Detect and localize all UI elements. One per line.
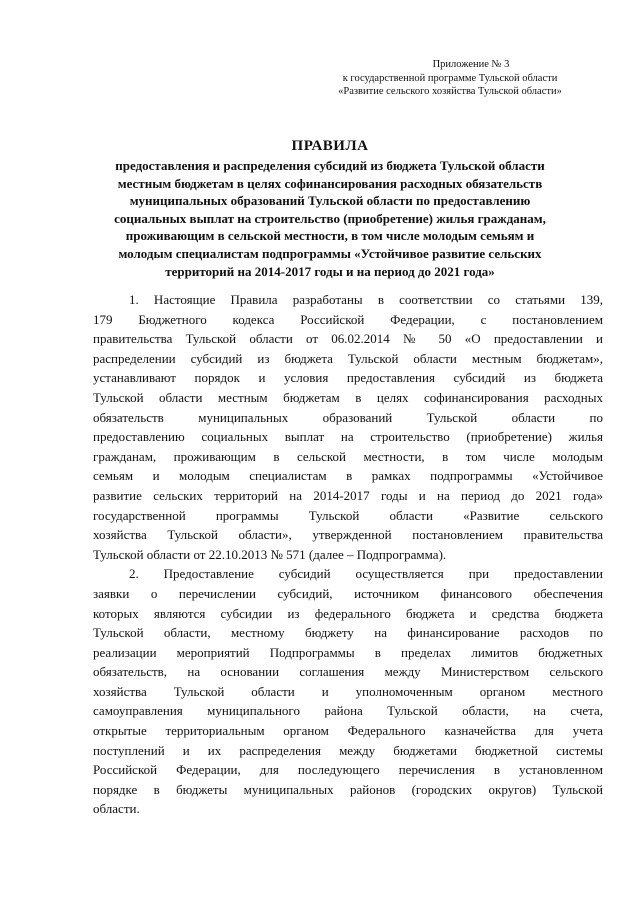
text-line: области. (93, 801, 140, 817)
text-line: 179 Бюджетного кодекса Российской Федерации, с постановлением (93, 311, 603, 327)
text-line: хозяйства Тульской области и уполномоченным органом местного (93, 683, 603, 699)
title-line: социальных выплат на строительство (приобретение) жилья гражданам, (114, 210, 546, 226)
text-line: 1. Настоящие Правила разработаны в соответствии со статьями 139, (129, 292, 603, 307)
text-line: гражданам, проживающим в сельской местности, в том числе молодым (93, 448, 603, 464)
paragraph-1 (93, 290, 603, 564)
text-line: порядке в бюджеты муниципальных районов (городских округов) Тульской (93, 781, 603, 797)
title-line: проживающим в сельской местности, в том числе молодым семьям и (125, 228, 535, 244)
title-line: территорий на 2014-2017 годы и на период до 2021 года» (165, 263, 495, 279)
text-line: государственной программы Тульской области «Развитие сельского (93, 507, 603, 523)
document-title (70, 137, 590, 280)
appendix-header (300, 58, 600, 99)
text-line: предоставлению социальных выплат на строительство (приобретение) жилья (93, 429, 603, 445)
appendix-program-name: «Развитие сельского хозяйства Тульской области» (338, 86, 562, 97)
paragraph-2 (93, 564, 603, 819)
text-line: Российской Федерации, для последующего перечисления в установленном (93, 762, 603, 778)
text-line: обязательств, на основании соглашения между Министерством сельского (93, 664, 603, 680)
title-line: муниципальных образований Тульской области по предоставлению (129, 193, 531, 209)
appendix-number: Приложение № 3 (432, 59, 510, 70)
text-line: обязательств муниципальных образований Тульской области по (93, 409, 603, 425)
text-line: открытые территориальным органом Федерального казначейства для учета (93, 723, 603, 739)
title-line: местным бюджетам в целях софинансирования расходных обязательств (117, 175, 543, 191)
text-line: развитие сельских территорий на 2014-2017 годы и на период до 2021 года» (93, 487, 603, 503)
document-body (93, 290, 603, 819)
text-line: которых являются субсидии из федерального бюджета и средства бюджета (93, 605, 603, 621)
text-line: заявки о перечислении субсидий, источником финансового обеспечения (93, 585, 603, 601)
text-line: хозяйства Тульской области», утвержденной постановлением правительства (93, 527, 603, 543)
text-line: 2. Предоставление субсидий осуществляется при предоставлении (129, 566, 603, 582)
text-line: устанавливают порядок и условия предоставления субсидий из бюджета (93, 370, 603, 386)
text-line: Тульской области местным бюджетам в целях софинансирования расходных (93, 389, 603, 405)
title-line: предоставления и распределения субсидий из бюджета Тульской области (115, 158, 545, 173)
appendix-program: к государственной программе Тульской области (342, 72, 558, 84)
title-main: ПРАВИЛА (291, 138, 369, 154)
text-line: поступлений и их распределения между бюджетами бюджетной системы (93, 742, 603, 758)
text-line: Тульской области, местному бюджету на финансирование расходов по (93, 625, 603, 641)
title-line: молодым специалистам подпрограммы «Устойчивое развитие сельских (118, 245, 542, 261)
text-line: распределении субсидий из бюджета Тульской области местным бюджетам», (93, 350, 603, 366)
text-line: реализации мероприятий Подпрограммы в пределах лимитов бюджетных (93, 644, 603, 660)
text-line: правительства Тульской области от 06.02.2014 № 50 «О предоставлении и (93, 331, 603, 347)
text-line: семьям и молодым специалистам в рамках подпрограммы «Устойчивое (93, 468, 603, 484)
text-line: самоуправления муниципального района Тульской области, на счета, (93, 703, 603, 719)
text-line: Тульской области от 22.10.2013 № 571 (далее – Подпрограмма). (93, 546, 447, 562)
